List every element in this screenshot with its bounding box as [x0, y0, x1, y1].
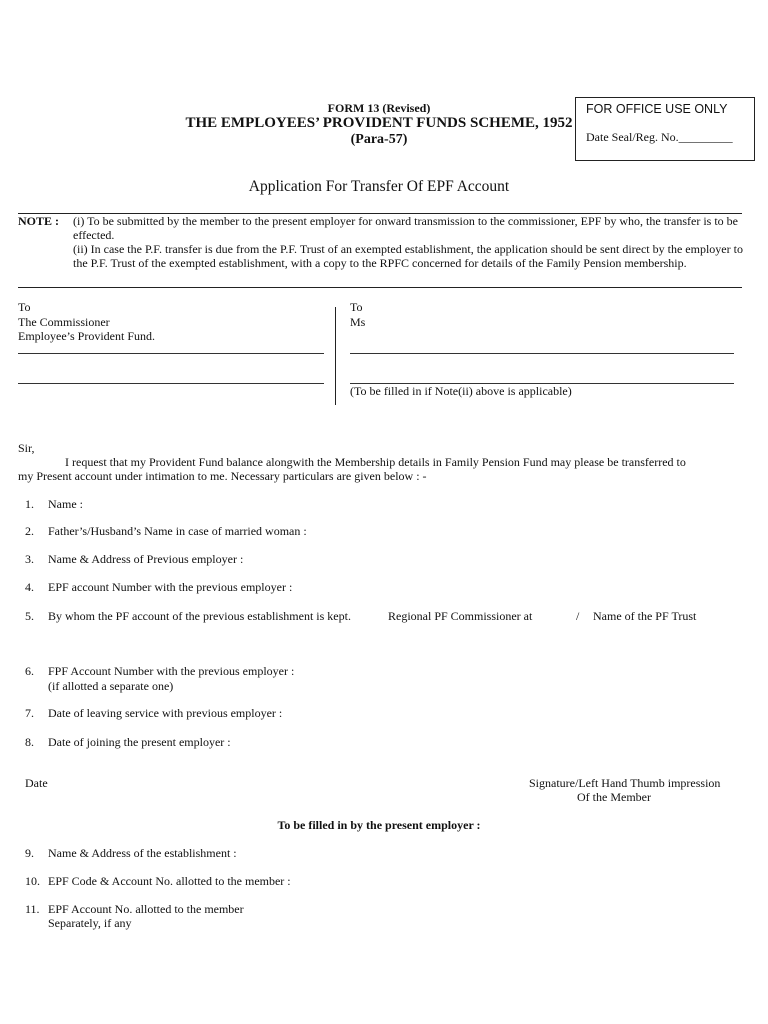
item-number: 6. — [25, 664, 34, 678]
item-establishment-name-address: Name & Address of the establishment : — [48, 846, 237, 860]
item-fpf-account-sub: (if allotted a separate one) — [48, 679, 174, 693]
item-number: 3. — [25, 552, 34, 566]
option-regional-pf-commissioner: Regional PF Commissioner at — [388, 609, 533, 623]
office-use-title: FOR OFFICE USE ONLY — [586, 102, 728, 116]
address-left-blank-2[interactable] — [18, 383, 324, 384]
office-use-box — [575, 97, 755, 161]
date-label: Date — [25, 776, 48, 790]
item-number: 7. — [25, 706, 34, 720]
date-seal-field: Date Seal/Reg. No._________ — [586, 130, 733, 144]
request-line-2: my Present account under intimation to me. Necessary particulars are given below : - — [18, 469, 427, 483]
divider — [18, 287, 742, 288]
address-right-to: To — [350, 300, 363, 314]
option-separator: / — [576, 609, 580, 623]
item-epf-code-account: EPF Code & Account No. allotted to the member : — [48, 874, 291, 888]
para-reference: (Para-57) — [350, 132, 408, 147]
item-number: 11. — [25, 902, 40, 916]
note-text — [73, 214, 745, 270]
item-fpf-account-previous: FPF Account Number with the previous employer : — [48, 664, 295, 678]
item-date-joining: Date of joining the present employer : — [48, 735, 231, 749]
address-left-blank-1[interactable] — [18, 353, 324, 354]
item-number: 4. — [25, 580, 34, 594]
item-father-husband-name: Father’s/Husband’s Name in case of married woman : — [48, 524, 307, 538]
salutation: Sir, — [18, 441, 35, 455]
item-number: 10. — [25, 874, 40, 888]
item-number: 9. — [25, 846, 34, 860]
address-left-line1: The Commissioner — [18, 315, 110, 329]
note-item-1: (i) To be submitted by the member to the present employer for onward transmission to the commissioner, EPF by who, the transfer is to be effected. — [73, 214, 738, 242]
address-left-line2: Employee’s Provident Fund. — [18, 329, 155, 343]
note-item-2: (ii) In case the P.F. transfer is due from the P.F. Trust of an exempted establishment, the application should be sent direct by the employer to the P.F. Trust of the exempted establishment, with a copy to the RPFC concerned for details of the Family Pension membership. — [73, 242, 743, 270]
item-epf-account-separate-sub: Separately, if any — [48, 916, 132, 930]
signature-line-1: Signature/Left Hand Thumb impression — [529, 776, 721, 790]
item-number: 5. — [25, 609, 34, 623]
request-line-1: I request that my Provident Fund balance alongwith the Membership details in Family Pension Fund may please be transferred to — [65, 455, 686, 469]
note-label: NOTE : — [18, 214, 60, 228]
item-date-leaving: Date of leaving service with previous employer : — [48, 706, 283, 720]
signature-line-2: Of the Member — [577, 790, 651, 804]
item-pf-account-kept-by: By whom the PF account of the previous establishment is kept. — [48, 609, 351, 623]
item-number: 8. — [25, 735, 34, 749]
item-number: 2. — [25, 524, 34, 538]
item-epf-account-previous: EPF account Number with the previous employer : — [48, 580, 293, 594]
address-left-to: To — [18, 300, 31, 314]
item-number: 1. — [25, 497, 34, 511]
form-number: FORM 13 (Revised) — [327, 101, 431, 115]
item-epf-account-separate: EPF Account No. allotted to the member — [48, 902, 244, 916]
address-right-hint: (To be filled in if Note(ii) above is applicable) — [350, 384, 572, 398]
option-pf-trust: Name of the PF Trust — [593, 609, 697, 623]
scheme-title: THE EMPLOYEES’ PROVIDENT FUNDS SCHEME, 1952 — [185, 115, 573, 131]
address-right-blank-1[interactable] — [350, 353, 734, 354]
item-name: Name : — [48, 497, 83, 511]
address-right-line1: Ms — [350, 315, 366, 329]
item-previous-employer: Name & Address of Previous employer : — [48, 552, 244, 566]
page-title: Application For Transfer Of EPF Account — [248, 178, 510, 195]
address-divider — [335, 307, 336, 405]
employer-section-heading: To be filled in by the present employer : — [277, 818, 481, 832]
